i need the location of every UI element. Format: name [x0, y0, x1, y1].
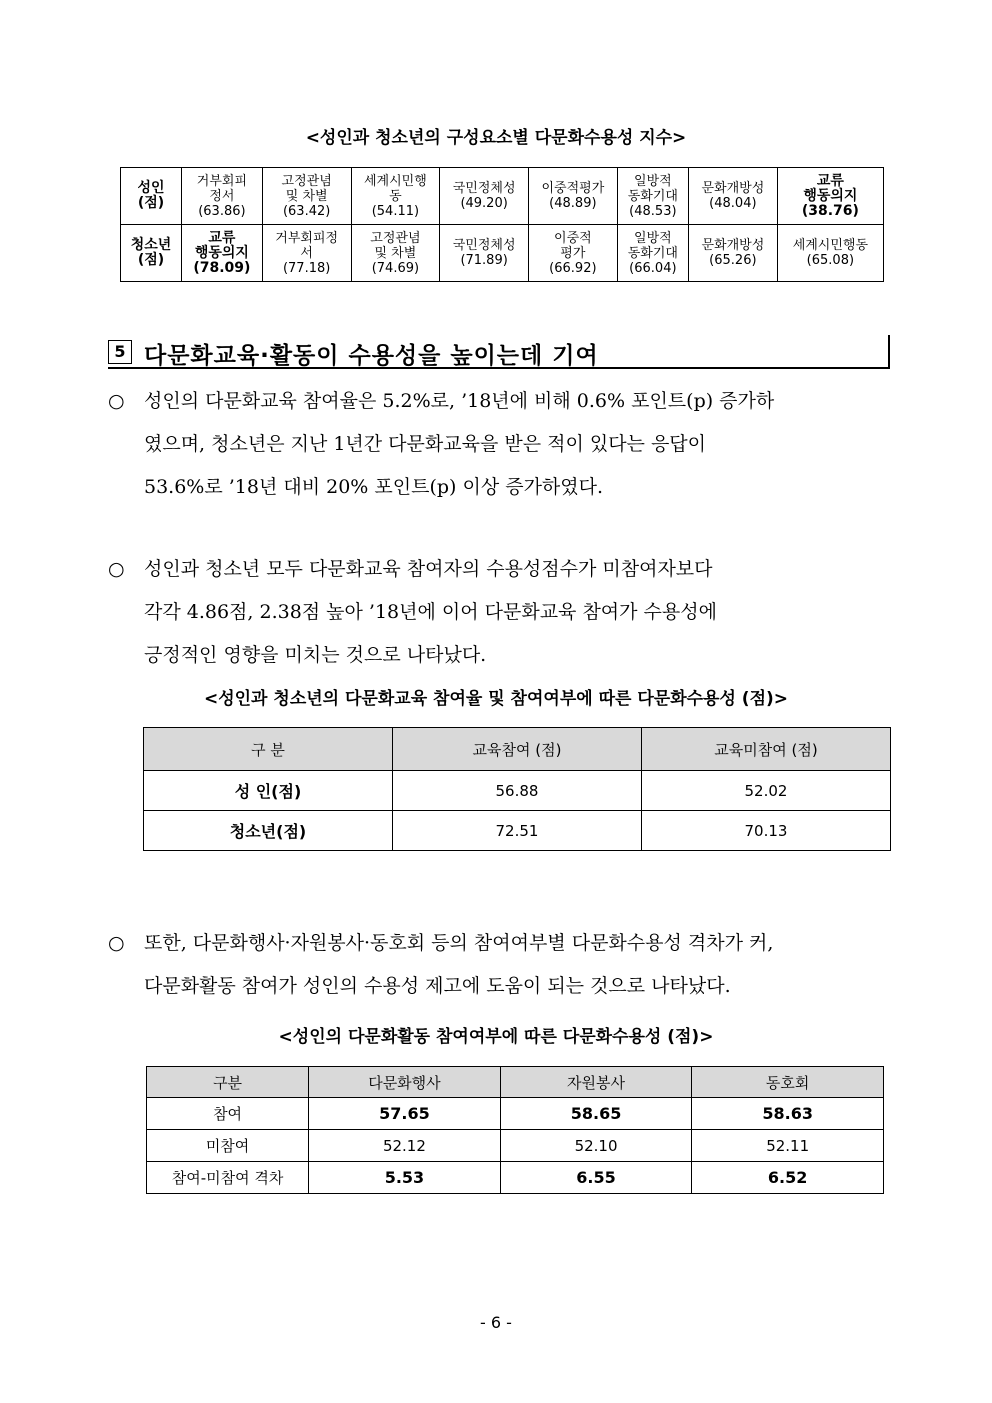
table-cell: 6.52	[692, 1162, 884, 1194]
table-cell: 52.11	[692, 1130, 884, 1162]
table-cell: 72.51	[393, 811, 642, 851]
paragraph-line: 53.6%로 ’18년 대비 20% 포인트(p) 이상 증가하였다.	[144, 476, 604, 498]
table-cell: 거부회피 정서 (63.86)	[182, 168, 263, 225]
table-cell: 고정관념 및 차별 (74.69)	[351, 225, 440, 282]
table1-caption: <성인과 청소년의 구성요소별 다문화수용성 지수>	[305, 128, 687, 148]
paragraph-line: 각각 4.86점, 2.38점 높아 ’18년에 이어 다문화교육 참여가 수용성에	[144, 601, 717, 623]
section-number: 5	[108, 340, 132, 364]
row-header: 참여	[147, 1098, 309, 1130]
table-cell-highlight: 교류 행동의지 (38.76)	[777, 168, 883, 225]
component-index-table	[120, 167, 884, 282]
table-cell: 58.63	[692, 1098, 884, 1130]
row-header-adult: 성인 (점)	[121, 168, 182, 225]
table-cell: 52.12	[309, 1130, 501, 1162]
table-cell: 일방적 동화기대 (48.53)	[617, 168, 688, 225]
table-row	[147, 1098, 884, 1130]
paragraph-line: 성인과 청소년 모두 다문화교육 참여자의 수용성점수가 미참여자보다	[144, 558, 713, 580]
column-header: 교육미참여 (점)	[642, 728, 891, 771]
table-cell: 58.65	[500, 1098, 692, 1130]
paragraph-line: 긍정적인 영향을 미치는 것으로 나타났다.	[144, 644, 487, 666]
bullet-marker: ○	[108, 932, 125, 954]
row-header: 청소년(점)	[144, 811, 393, 851]
paragraph-education-effect	[108, 548, 898, 678]
activity-participation-table	[146, 1066, 884, 1194]
column-header: 구 분	[144, 728, 393, 771]
paragraph-line: 또한, 다문화행사·자원봉사·동호회 등의 참여여부별 다문화수용성 격차가 커,	[144, 932, 774, 954]
column-header: 교육참여 (점)	[393, 728, 642, 771]
education-participation-table	[143, 727, 891, 851]
table-cell: 이중적평가 (48.89)	[529, 168, 618, 225]
table-cell: 이중적 평가 (66.92)	[529, 225, 618, 282]
table-row-youth	[121, 225, 884, 282]
table2-caption: <성인과 청소년의 다문화교육 참여율 및 참여여부에 따른 다문화수용성 (점)>	[203, 689, 789, 709]
table-row	[144, 771, 891, 811]
page-number: - 6 -	[480, 1313, 512, 1332]
column-header: 다문화행사	[309, 1067, 501, 1098]
table-cell: 세계시민행동 (65.08)	[777, 225, 883, 282]
table-cell-highlight: 교류 행동의지 (78.09)	[182, 225, 263, 282]
paragraph-line: 다문화활동 참여가 성인의 수용성 제고에 도움이 되는 것으로 나타났다.	[144, 975, 731, 997]
table-row	[147, 1162, 884, 1194]
table-cell: 국민정체성 (71.89)	[440, 225, 529, 282]
column-header: 자원봉사	[500, 1067, 692, 1098]
table-row	[147, 1130, 884, 1162]
section-title: 다문화교육·활동이 수용성을 높이는데 기여	[144, 343, 599, 369]
row-header: 미참여	[147, 1130, 309, 1162]
table-cell: 57.65	[309, 1098, 501, 1130]
paragraph-activity-effect	[108, 922, 898, 1012]
table-cell: 6.55	[500, 1162, 692, 1194]
row-header: 참여-미참여 격차	[147, 1162, 309, 1194]
table-cell: 52.02	[642, 771, 891, 811]
paragraph-line: 였으며, 청소년은 지난 1년간 다문화교육을 받은 적이 있다는 응답이	[144, 433, 707, 455]
table-cell: 고정관념 및 차별 (63.42)	[262, 168, 351, 225]
table-cell: 세계시민행 동 (54.11)	[351, 168, 440, 225]
bullet-marker: ○	[108, 558, 125, 580]
table-cell: 문화개방성 (65.26)	[689, 225, 778, 282]
row-header-youth: 청소년 (점)	[121, 225, 182, 282]
column-header: 구분	[147, 1067, 309, 1098]
table-cell: 56.88	[393, 771, 642, 811]
table-header-row	[144, 728, 891, 771]
table-cell: 거부회피정 서 (77.18)	[262, 225, 351, 282]
table-cell: 국민정체성 (49.20)	[440, 168, 529, 225]
heading-divider	[888, 335, 890, 367]
paragraph-line: 성인의 다문화교육 참여율은 5.2%로, ’18년에 비해 0.6% 포인트(p) 증가하	[144, 390, 775, 412]
table-cell: 70.13	[642, 811, 891, 851]
table3-caption: <성인의 다문화활동 참여여부에 따른 다문화수용성 (점)>	[278, 1027, 714, 1047]
section-heading	[108, 335, 890, 369]
column-header: 동호회	[692, 1067, 884, 1098]
paragraph-education-rate	[108, 380, 898, 510]
table-cell: 문화개방성 (48.04)	[689, 168, 778, 225]
table-header-row	[147, 1067, 884, 1098]
table-row-adult	[121, 168, 884, 225]
row-header: 성 인(점)	[144, 771, 393, 811]
table-cell: 52.10	[500, 1130, 692, 1162]
table-cell: 5.53	[309, 1162, 501, 1194]
bullet-marker: ○	[108, 390, 125, 412]
table-row	[144, 811, 891, 851]
table-cell: 일방적 동화기대 (66.04)	[617, 225, 688, 282]
